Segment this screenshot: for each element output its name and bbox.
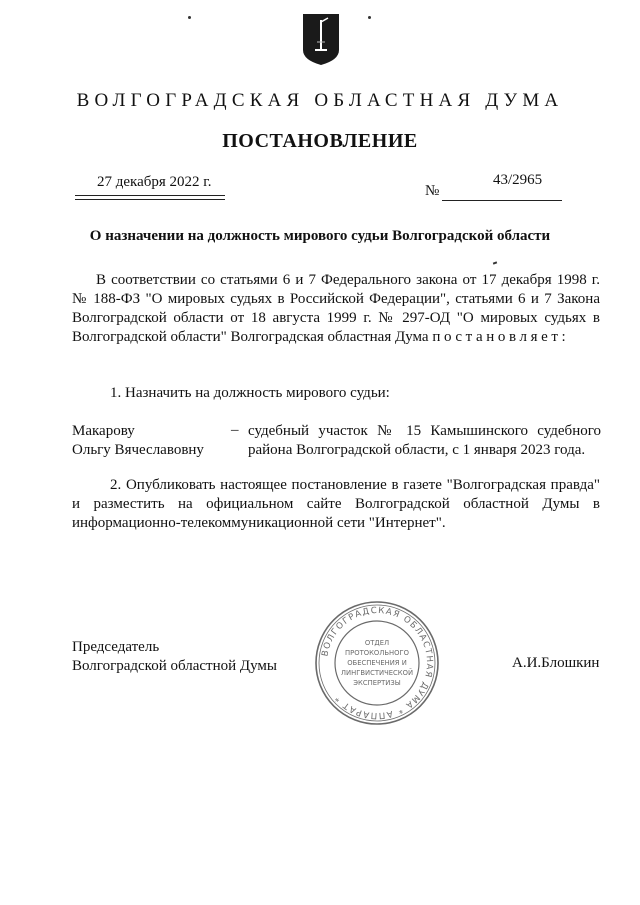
stamp-line-5: ЭКСПЕРТИЗЫ [353, 679, 401, 687]
appointee-given-names: Ольгу Вячеславовну [72, 442, 204, 458]
signatory-title-line1: Председатель [72, 639, 160, 655]
number-underline [442, 200, 562, 201]
stamp-line-2: ПРОТОКОЛЬНОГО [345, 649, 409, 657]
stamp-line-1: ОТДЕЛ [364, 639, 390, 647]
scan-speck [188, 16, 191, 19]
preamble-text: В соответствии со статьями 6 и 7 Федерального закона от 17 декабря 1998 г. № 188-ФЗ "О мировых судьях в Российской Федерации", статьями 6 и 7 Закона Волгоградской области от 18 августа 1999 г. № 297-ОД "О мировых судьях в Волгоградской области" Волгоградская областная Дума [72, 272, 600, 345]
stamp-ring-text: ВОЛГОГРАДСКАЯ ОБЛАСТНАЯ ДУМА * АППАРАТ * [320, 605, 435, 721]
stamp-line-4: ЛИНГВИСТИЧЕСКОЙ [340, 669, 414, 677]
stamp-line-3: ОБЕСПЕЧЕНИЯ И [347, 659, 407, 667]
number-sign: № [425, 183, 440, 199]
signatory-title-line2: Волгоградской областной Думы [72, 658, 277, 674]
coat-of-arms-icon [301, 12, 341, 66]
item-2: 2. Опубликовать настоящее постановление в газете "Волгоградская правда" и разместить на официальном сайте Волгоградской областной Думы в информационно-телекоммуникационной сети "Интернет". [72, 477, 600, 531]
scan-mark [493, 261, 497, 264]
appointment-details: судебный участок № 15 Камышинского судебного района Волгоградской области, с 1 января 2023 года. [248, 423, 601, 458]
item-1: 1. Назначить на должность мирового судьи: [110, 385, 390, 401]
appointee-surname: Макарову [72, 423, 135, 439]
appointment-dash: – [231, 422, 239, 438]
document-type: ПОСТАНОВЛЕНИЕ [222, 130, 418, 152]
document-date: 27 декабря 2022 г. [97, 174, 212, 190]
signatory-title [72, 638, 277, 676]
appointee-name [72, 422, 204, 460]
date-underline-2 [75, 199, 225, 200]
preamble-paragraph [72, 271, 600, 347]
document-number: 43/2965 [493, 172, 543, 188]
scan-speck [368, 16, 371, 19]
signatory-name: А.И.Блошкин [512, 655, 600, 671]
decree-word: постановляет: [432, 329, 570, 345]
official-stamp [314, 600, 440, 726]
document-subject: О назначении на должность мирового судьи Волгоградской области [89, 228, 551, 244]
date-underline [75, 195, 225, 196]
organization-name: ВОЛГОГРАДСКАЯ ОБЛАСТНАЯ ДУМА [76, 90, 564, 111]
